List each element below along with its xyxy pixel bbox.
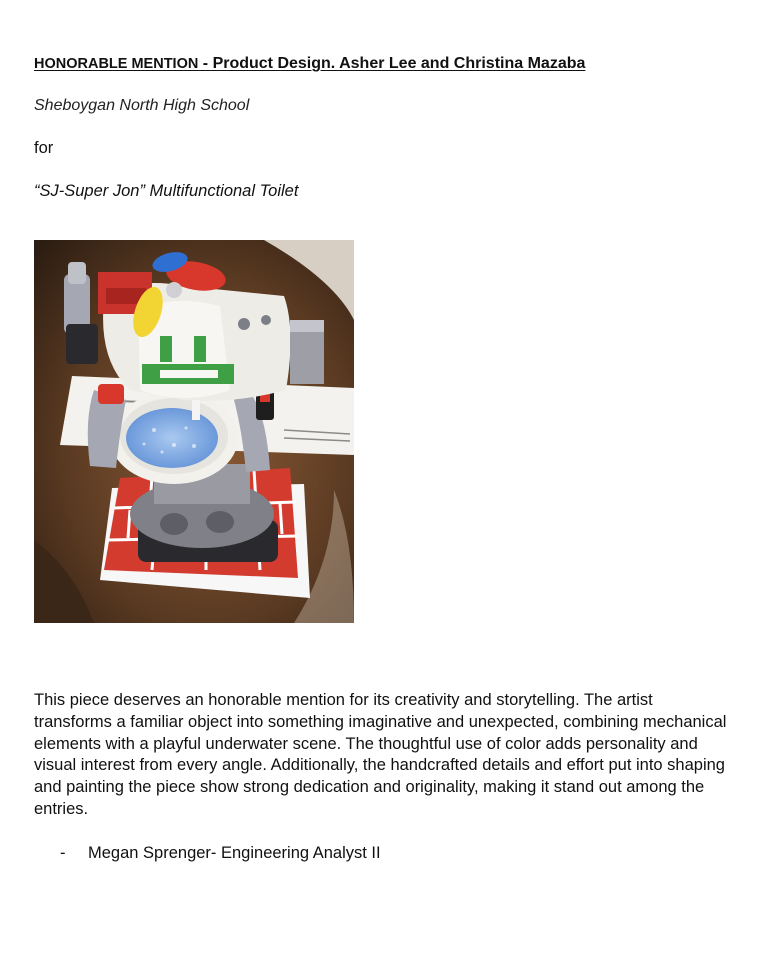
judge-signoff (60, 844, 381, 863)
judge-name: Megan Sprenger- Engineering Analyst II (88, 844, 381, 862)
for-label: for (34, 139, 54, 157)
school-name: Sheboygan North High School (34, 97, 250, 114)
award-heading-rest: - Product Design. Asher Lee and Christina Mazaba (198, 55, 586, 72)
award-heading-caps: HONORABLE MENTION (34, 56, 199, 72)
entry-title: “SJ-Super Jon” Multifunctional Toilet (34, 182, 299, 200)
award-heading (34, 55, 585, 73)
signoff-bullet: - (60, 844, 66, 862)
judge-commentary: This piece deserves an honorable mention for its creativity and storytelling. The artist transforms a familiar object into something imaginative and unexpected, combining mechanical elements with a playful underwater scene. The thoughtful use of color adds personality and visual interest from every angle. Additionally, the handcrafted details and effort put into shaping and painting the piece show strong dedication and originality, making it stand out among the entries. (34, 691, 727, 818)
toilet-robot-sculpture-photo (34, 240, 354, 623)
